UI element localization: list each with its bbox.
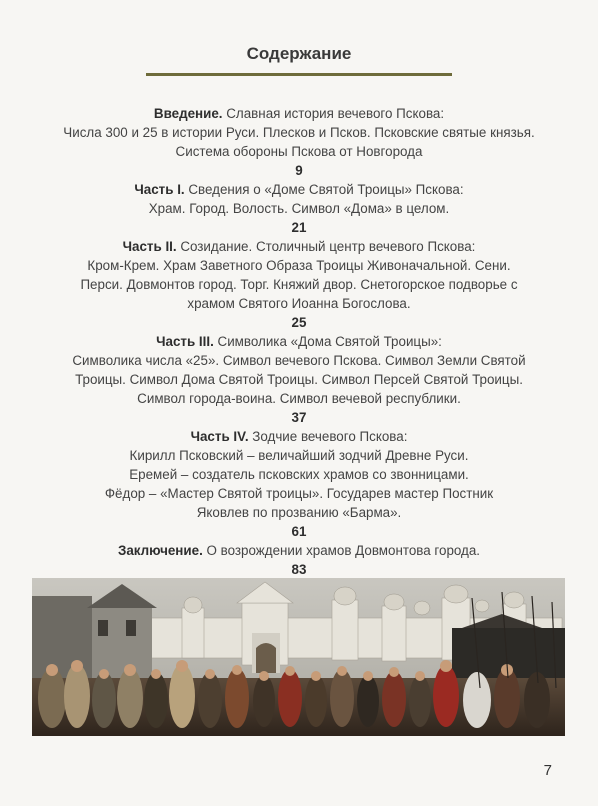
toc-entry-line (20, 180, 578, 199)
toc-entry-head: Введение. (153, 106, 223, 121)
toc-entry-text: Зодчие вечевого Пскова: (248, 429, 408, 444)
toc-entry-line: Числа 300 и 25 в истории Руси. Плесков и Псков. Псковские святые князья. (63, 125, 535, 140)
toc-entry-line: Кирилл Псковский – величайший зодчий Древне Руси. (129, 448, 469, 463)
toc-entry-introduction (20, 104, 578, 180)
toc-entry-line: Система обороны Пскова от Новгорода (175, 144, 423, 159)
historical-painting-illustration (32, 578, 565, 736)
toc-entry-head: Заключение. (117, 543, 203, 558)
toc-entry-text: Созидание. Столичный центр вечевого Пскова: (176, 239, 476, 254)
toc-entry-line (20, 427, 578, 446)
toc-entry-line (20, 104, 578, 123)
toc-entry-head: Часть III. (156, 334, 214, 349)
toc-page-number: 37 (291, 410, 307, 425)
title-underline (146, 73, 452, 76)
toc-entry-line (20, 541, 578, 560)
toc-entry-part-1 (20, 180, 578, 237)
toc-entry-line: Символика числа «25». Символ вечевого Пскова. Символ Земли Святой (72, 353, 526, 368)
toc-entry-line: Еремей – создатель псковских храмов со звонницами. (129, 467, 469, 482)
painting-svg (32, 578, 565, 736)
toc-entry-head: Часть II. (122, 239, 177, 254)
toc-page-number: 61 (291, 524, 307, 539)
toc-entry-line: Кром-Крем. Храм Заветного Образа Троицы Живоначальной. Сени. (87, 258, 511, 273)
toc-page-number: 83 (291, 562, 307, 577)
toc-page-number: 21 (291, 220, 307, 235)
page-number: 7 (543, 762, 552, 779)
toc-page-number: 25 (291, 315, 307, 330)
toc-entry-head: Часть IV. (190, 429, 249, 444)
page-title: Содержание (246, 44, 352, 63)
toc-entry-line: Храм. Город. Волость. Символ «Дома» в целом. (148, 201, 450, 216)
toc-entry-line: Перси. Довмонтов город. Торг. Княжий двор. Снетогорское подворье с (80, 277, 518, 292)
toc-entry-part-4 (20, 427, 578, 541)
toc-entry-head: Часть I. (134, 182, 185, 197)
toc-entry-line: Яковлев по прозванию «Барма». (196, 505, 402, 520)
toc-entry-line: Символ города-воина. Символ вечевой республики. (137, 391, 461, 406)
toc-entry-line: храмом Святого Иоанна Богослова. (187, 296, 411, 311)
toc-entry-line (20, 237, 578, 256)
toc-entry-text: Славная история вечевого Пскова: (222, 106, 445, 121)
toc-entry-line (20, 332, 578, 351)
toc-entry-text: О возрождении храмов Довмонтова города. (202, 543, 481, 558)
toc-entry-part-3 (20, 332, 578, 427)
toc-entry-text: Сведения о «Доме Святой Троицы» Пскова: (184, 182, 464, 197)
toc-entry-line: Троицы. Символ Дома Святой Троицы. Символ Персей Святой Троицы. (75, 372, 523, 387)
toc-entry-line: Фёдор – «Мастер Святой троицы». Государев мастер Постник (104, 486, 494, 501)
toc-entry-text: Символика «Дома Святой Троицы»: (213, 334, 442, 349)
table-of-contents (20, 104, 578, 617)
toc-page-number: 9 (295, 163, 303, 178)
toc-entry-part-2 (20, 237, 578, 332)
toc-entry-conclusion (20, 541, 578, 579)
